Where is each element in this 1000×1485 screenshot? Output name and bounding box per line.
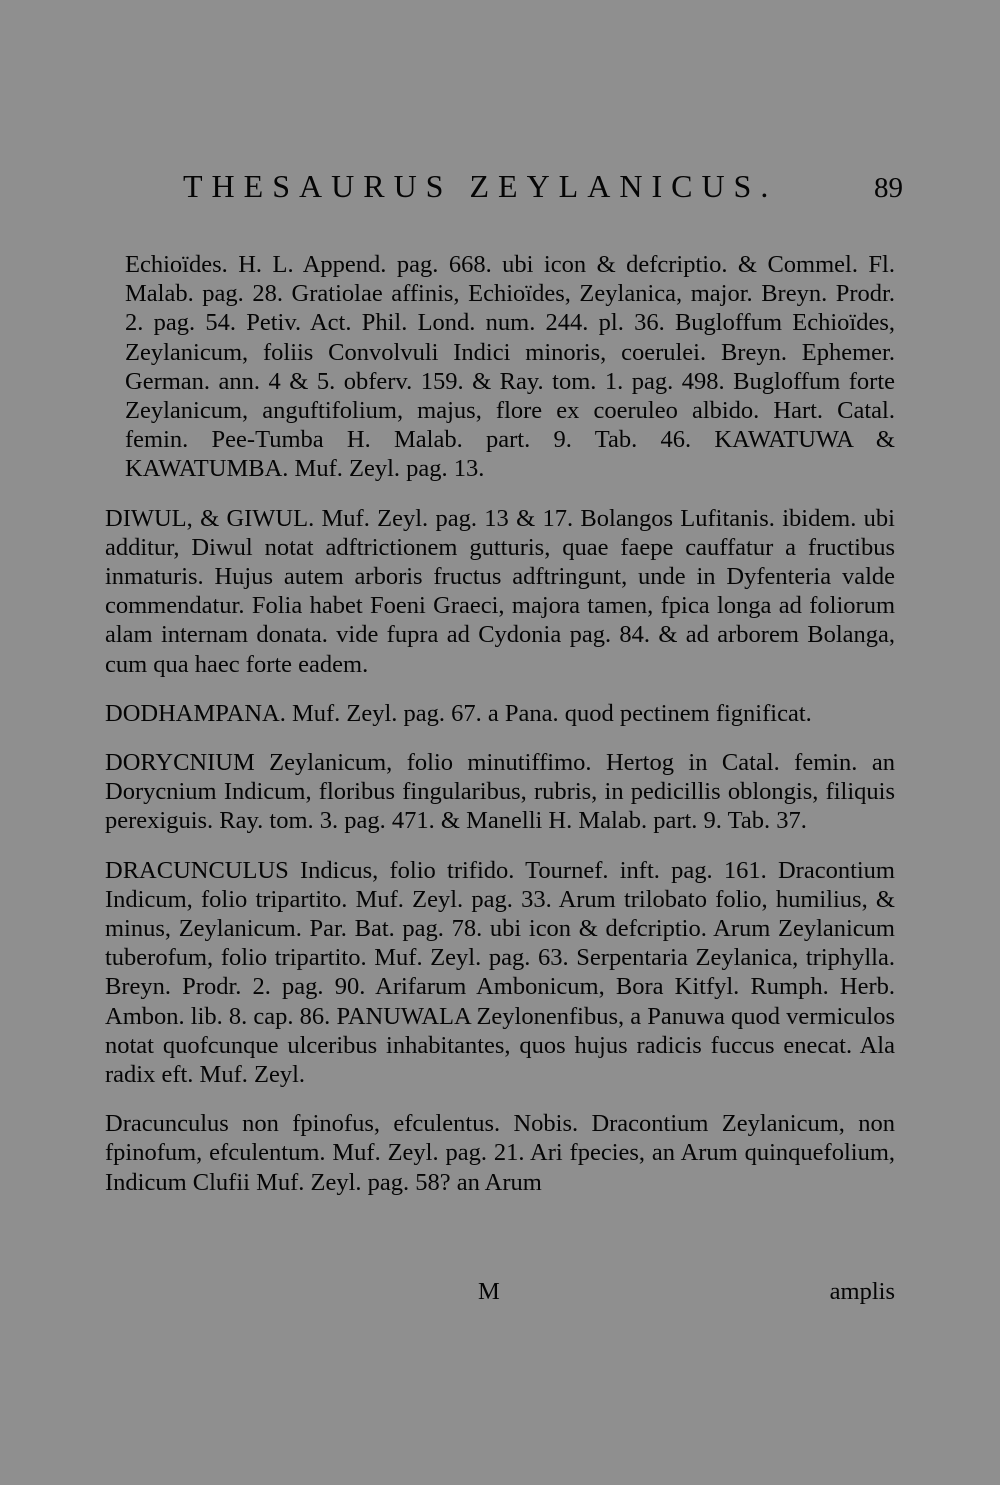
entry-dodhampana bbox=[105, 699, 895, 728]
entry-text: DODHAMPANA. Muf. Zeyl. pag. 67. a Pana. quod pectinem fignificat. bbox=[105, 699, 812, 727]
page-footer bbox=[105, 1278, 895, 1308]
entry-dracunculus-non-spinosus bbox=[105, 1109, 895, 1197]
entry-text: Echioïdes. H. L. Append. pag. 668. ubi icon & defcriptio. & Commel. Fl. Malab. pag. 28. Gratiolae affinis, Echioïdes, Zeylanica, major. Breyn. Prodr. 2. pag. 54. Petiv. Act. Phil. Lond. num. 244. pl. 36. Bugloffum Echioïdes, Zeylanicum, foliis Convolvuli Indici minoris, coerulei. Breyn. Ephemer. German. ann. 4 & 5. obferv. 159. & Ray. tom. 1. pag. 498. Bugloffum forte Zeylanicum, anguftifolium, majus, flore ex coeruleo albido. Hart. Catal. femin. Pee-Tumba H. Malab. part. 9. Tab. 46. KAWATUWA & KAWATUMBA. Muf. Zeyl. pag. 13. bbox=[125, 251, 895, 483]
catchword: amplis bbox=[829, 1278, 895, 1305]
entry-diwul bbox=[105, 504, 895, 679]
entry-echioides-continued bbox=[105, 250, 895, 484]
entry-text: DIWUL, & GIWUL. Muf. Zeyl. pag. 13 & 17. Bolangos Lufitanis. ibidem. ubi additur, Diwul notat adftrictionem gutturis, quae faepe cauffatur a fructibus inmaturis. Hujus autem arboris fructus adftringunt, unde in Dyfenteria valde commendatur. Folia habet Foeni Graeci, majora tamen, fpica longa ad foliorum alam internam donata. vide fupra ad Cydonia pag. 84. & ad arborem Bolanga, cum qua haec forte eadem. bbox=[105, 504, 895, 678]
running-header bbox=[183, 168, 903, 208]
running-title: THESAURUS ZEYLANICUS. bbox=[183, 168, 778, 204]
entry-list bbox=[105, 250, 895, 1217]
entry-text: Dracunculus non fpinofus, efculentus. Nobis. Dracontium Zeylanicum, non fpinofum, efculentum. Muf. Zeyl. pag. 21. Ari fpecies, an Arum quinquefolium, Indicum Clufii Muf. Zeyl. pag. 58? an Arum bbox=[105, 1110, 895, 1196]
entry-text: DORYCNIUM Zeylanicum, folio minutiffimo. Hertog in Catal. femin. an Dorycnium Indicum, floribus fingularibus, rubris, in pedicillis oblongis, filiquis perexiguis. Ray. tom. 3. pag. 471. & Manelli H. Malab. part. 9. Tab. 37. bbox=[105, 749, 895, 835]
page-number: 89 bbox=[874, 172, 903, 204]
entry-dracunculus-indicus bbox=[105, 856, 895, 1090]
entry-text: DRACUNCULUS Indicus, folio trifido. Tournef. inft. pag. 161. Dracontium Indicum, folio tripartito. Muf. Zeyl. pag. 33. Arum trilobato folio, humilius, & minus, Zeylanicum. Par. Bat. pag. 78. ubi icon & defcriptio. Arum Zeylanicum tuberofum, folio tripartito. Muf. Zeyl. pag. 63. Serpentaria Zeylanica, triphylla. Breyn. Prodr. 2. pag. 90. Arifarum Ambonicum, Bora Kitfyl. Rumph. Herb. Ambon. lib. 8. cap. 86. PANUWALA Zeylonenfibus, a Panuwa quod vermiculos notat quofcunque ulceribus inhabitantes, quos hujus radicis fuccus enecat. Ala radix eft. Muf. Zeyl. bbox=[105, 856, 895, 1089]
signature-mark: M bbox=[478, 1278, 500, 1305]
entry-dorycnium bbox=[105, 748, 895, 836]
